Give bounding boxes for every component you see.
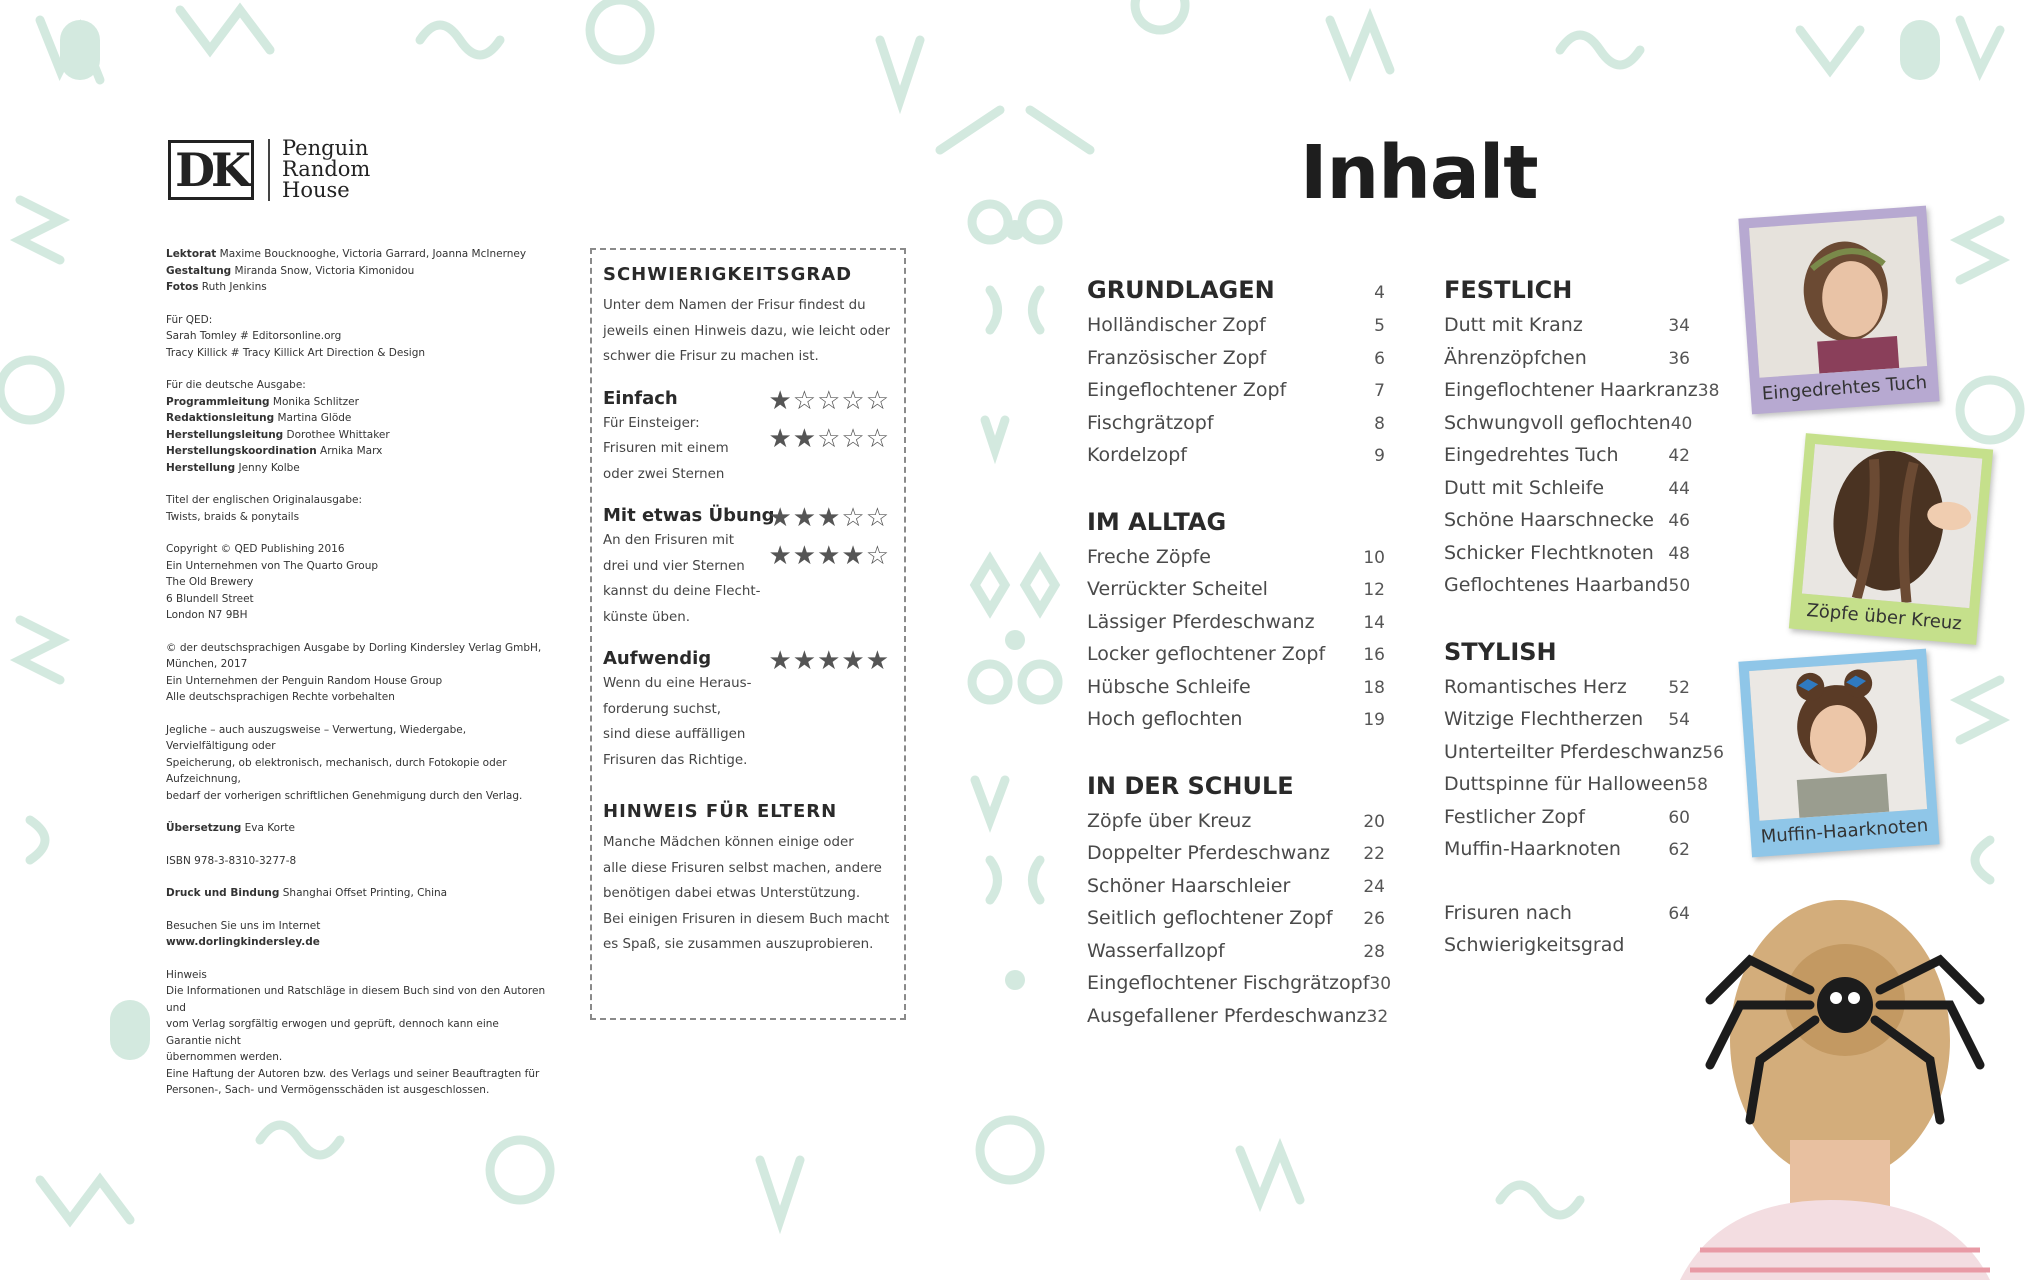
toc-column-1 [1087,276,1392,1068]
imprint-original-title: Titel der englischen Originalausgabe: Twists, braids & ponytails [166,494,362,523]
dk-logo: DK [168,140,254,200]
level-medium [603,505,892,630]
level-title: Aufwendig [603,648,712,669]
toc-entry-difficulty-index[interactable]: Frisuren nach 64 Schwierigkeitsgrad [1444,901,1690,956]
imprint-printing: Druck und Bindung Shanghai Offset Printing, China [166,887,448,899]
photo-caption: Zöpfe über Kreuz [1805,599,1963,635]
toc-entry[interactable]: Verrückter Scheitel 12 [1087,578,1385,600]
star-rating-4: ★★★★☆ [768,541,890,571]
imprint-rights: Jegliche – auch auszugsweise – Verwertung, Wiedergabe, Vervielfältigung oder Speicherung, ob elektronisch, mechanisch, durch Fotokopie oder Aufzeichnung, bedarf der vorherigen schriftlichen Genehmigung durch den Verlag. [166,723,523,802]
toc-section-in-der-schule [1087,771,1392,1038]
parents-note [603,801,892,958]
toc-entry[interactable]: Ährenzöpfchen 36 [1444,346,1690,369]
section-heading: GRUNDLAGEN [1087,276,1275,304]
toc-entry[interactable]: Fischgrätzopf 8 [1087,411,1385,434]
section-heading: IM ALLTAG [1087,507,1227,536]
section-heading: IN DER SCHULE [1087,771,1294,800]
toc-entry[interactable]: Lässiger Pferdeschwanz 14 [1087,610,1385,633]
level-hard [603,648,892,773]
toc-entry[interactable]: Hübsche Schleife 18 [1087,675,1385,698]
toc-entry[interactable]: Doppelter Pferdeschwanz 22 [1087,842,1385,864]
imprint [166,246,546,1115]
toc-entry[interactable]: Freche Zöpfe 10 [1087,545,1385,568]
difficulty-heading: SCHWIERIGKEITSGRAD [603,264,853,285]
level-title: Mit etwas Übung [603,505,775,526]
toc-entry[interactable]: Dutt mit Schleife 44 [1444,476,1690,499]
publisher-logo [168,138,370,201]
photo-girl-headband [1749,216,1927,377]
photo-girl-buns [1749,659,1927,820]
section-heading: STYLISH [1444,637,1557,666]
page-number: 4 [1374,283,1385,303]
difficulty-intro: Unter dem Namen der Frisur findest du jeweils einen Hinweis dazu, wie leicht oder schwer die Frisur zu machen ist. [603,298,891,364]
website-link[interactable]: www.dorlingkindersley.de [166,936,320,948]
toc-entry[interactable]: Eingedrehtes Tuch 42 [1444,444,1690,466]
toc-section-im-alltag [1087,508,1385,741]
imprint-copyright: Copyright © QED Publishing 2016 Ein Unternehmen von The Quarto Group The Old Brewery 6 Blundell Street London N7 9BH [166,543,379,621]
toc-entry[interactable]: Holländischer Zopf 5 [1087,314,1385,336]
toc-entry[interactable]: Locker geflochtener Zopf 16 [1087,643,1385,665]
imprint-translation: Übersetzung Eva Korte [166,822,295,834]
toc-entry[interactable]: Schöne Haarschnecke 46 [1444,509,1690,531]
photo-card-tuch [1738,206,1939,415]
photo-card-muffin [1738,649,1939,858]
toc-section-grundlagen [1087,276,1385,477]
toc-entry[interactable]: Ausgefallener Pferdeschwanz 32 [1087,1004,1389,1027]
imprint-website: Besuchen Sie uns im Internet www.dorlingkindersley.de [166,919,321,948]
penguin-random-house-logo: Penguin Random House [282,136,371,202]
photo-caption: Eingedrehtes Tuch [1761,372,1928,405]
toc-entry[interactable]: Eingeflochtener Fischgrätzopf 30 [1087,972,1392,994]
toc-section-stylish [1444,637,1724,871]
toc-entry[interactable]: Eingeflochtener Haarkranz 38 [1444,379,1720,401]
star-rating-5: ★★★★★ [768,646,890,676]
toc-entry[interactable]: Dutt mit Kranz 34 [1444,314,1690,336]
toc-entry[interactable]: Wasserfallzopf 28 [1087,939,1385,962]
photo-spider-bun [1640,880,2029,1280]
toc-entry[interactable]: Duttspinne für Halloween 58 [1444,773,1708,795]
toc-entry[interactable]: Festlicher Zopf 60 [1444,805,1690,828]
star-rating-1: ★☆☆☆☆ [768,385,890,416]
difficulty-box [590,248,906,1020]
toc-entry[interactable]: Hoch geflochten 19 [1087,708,1385,730]
toc-entry[interactable]: Schöner Haarschleier 24 [1087,874,1385,897]
toc-entry[interactable]: Romantisches Herz 52 [1444,675,1690,698]
toc-entry[interactable]: Unterteilter Pferdeschwanz 56 [1444,740,1724,763]
toc-entry[interactable]: Seitlich geflochtener Zopf 26 [1087,907,1385,929]
star-rating-3: ★★★☆☆ [768,503,890,533]
toc-entry[interactable]: Geflochtenes Haarband 50 [1444,574,1691,596]
level-title: Einfach [603,387,678,409]
imprint-credits: Lektorat Maxime Boucknooghe, Victoria Garrard, Joanna McInerney Gestaltung Miranda Snow, Victoria Kimonidou Fotos Ruth Jenkins [166,248,527,293]
toc-entry[interactable]: Zöpfe über Kreuz 20 [1087,809,1385,832]
toc-entry[interactable]: Kordelzopf 9 [1087,444,1385,466]
section-heading: FESTLICH [1444,276,1573,304]
photo-card-zoepfe [1789,433,1993,645]
toc-entry[interactable]: Französischer Zopf 6 [1087,346,1385,369]
toc-entry[interactable]: Muffin-Haarknoten 62 [1444,838,1690,860]
level-text: An den Frisuren mit drei und vier Sternen kannst du deine Flecht- künste üben. [603,533,761,625]
photo-caption: Muffin-Haarknoten [1760,814,1929,848]
page-title: Inhalt [1300,130,1538,216]
toc-section-festlich [1444,276,1720,607]
level-easy [603,385,892,488]
level-text: Für Einsteiger: Frisuren mit einem oder zwei Sternen [603,415,729,482]
level-text: Wenn du eine Heraus- forderung suchst, sind diese auffälligen Frisuren das Richtige. [603,676,752,768]
imprint-disclaimer: Hinweis Die Informationen und Ratschläge in diesem Buch sind von den Autoren und vom Verlag sorgfältig erwogen und geprüft, dennoch kann eine Garantie nicht übernommen werden. Eine Haftung der Autoren bzw. des Verlags und seiner Beauftragten für Personen-, Sach- und Vermögensschäden ist ausgeschlossen. [166,968,546,1096]
imprint-qed: Für QED: Sarah Tomley # Editorsonline.org Tracy Killick # Tracy Killick Art Direction & Design [166,313,426,359]
photo-braids [1802,444,1982,608]
toc-entry[interactable]: Schwungvoll geflochten 40 [1444,411,1693,434]
imprint-german-edition: Für die deutsche Ausgabe: Programmleitung Monika Schlitzer Redaktionsleitung Martina Glöde Herstellungsleitung Dorothee Whittaker Herstellungskoordination Arnika Marx Herstellung Jenny Kolbe [166,379,390,474]
imprint-german-copyright: © der deutschsprachigen Ausgabe by Dorling Kindersley Verlag GmbH, München, 2017 Ein Unternehmen der Penguin Random House Group Alle deutschsprachigen Rechte vorbehalten [166,641,542,703]
toc-entry[interactable]: Eingeflochtener Zopf 7 [1087,379,1385,401]
toc-entry[interactable]: Schicker Flechtknoten 48 [1444,541,1690,564]
parents-heading: HINWEIS FÜR ELTERN [603,801,838,822]
parents-text: Manche Mädchen können einige oder alle diese Frisuren selbst machen, andere benötigen dabei etwas Unterstützung. Bei einigen Frisuren in diesem Buch macht es Spaß, sie zusammen auszuprobieren. [603,835,890,952]
toc-entry[interactable]: Witzige Flechtherzen 54 [1444,708,1690,730]
logo-divider [268,139,270,201]
star-rating-2: ★★☆☆☆ [768,423,890,454]
imprint-isbn: ISBN 978-3-8310-3277-8 [166,854,297,867]
